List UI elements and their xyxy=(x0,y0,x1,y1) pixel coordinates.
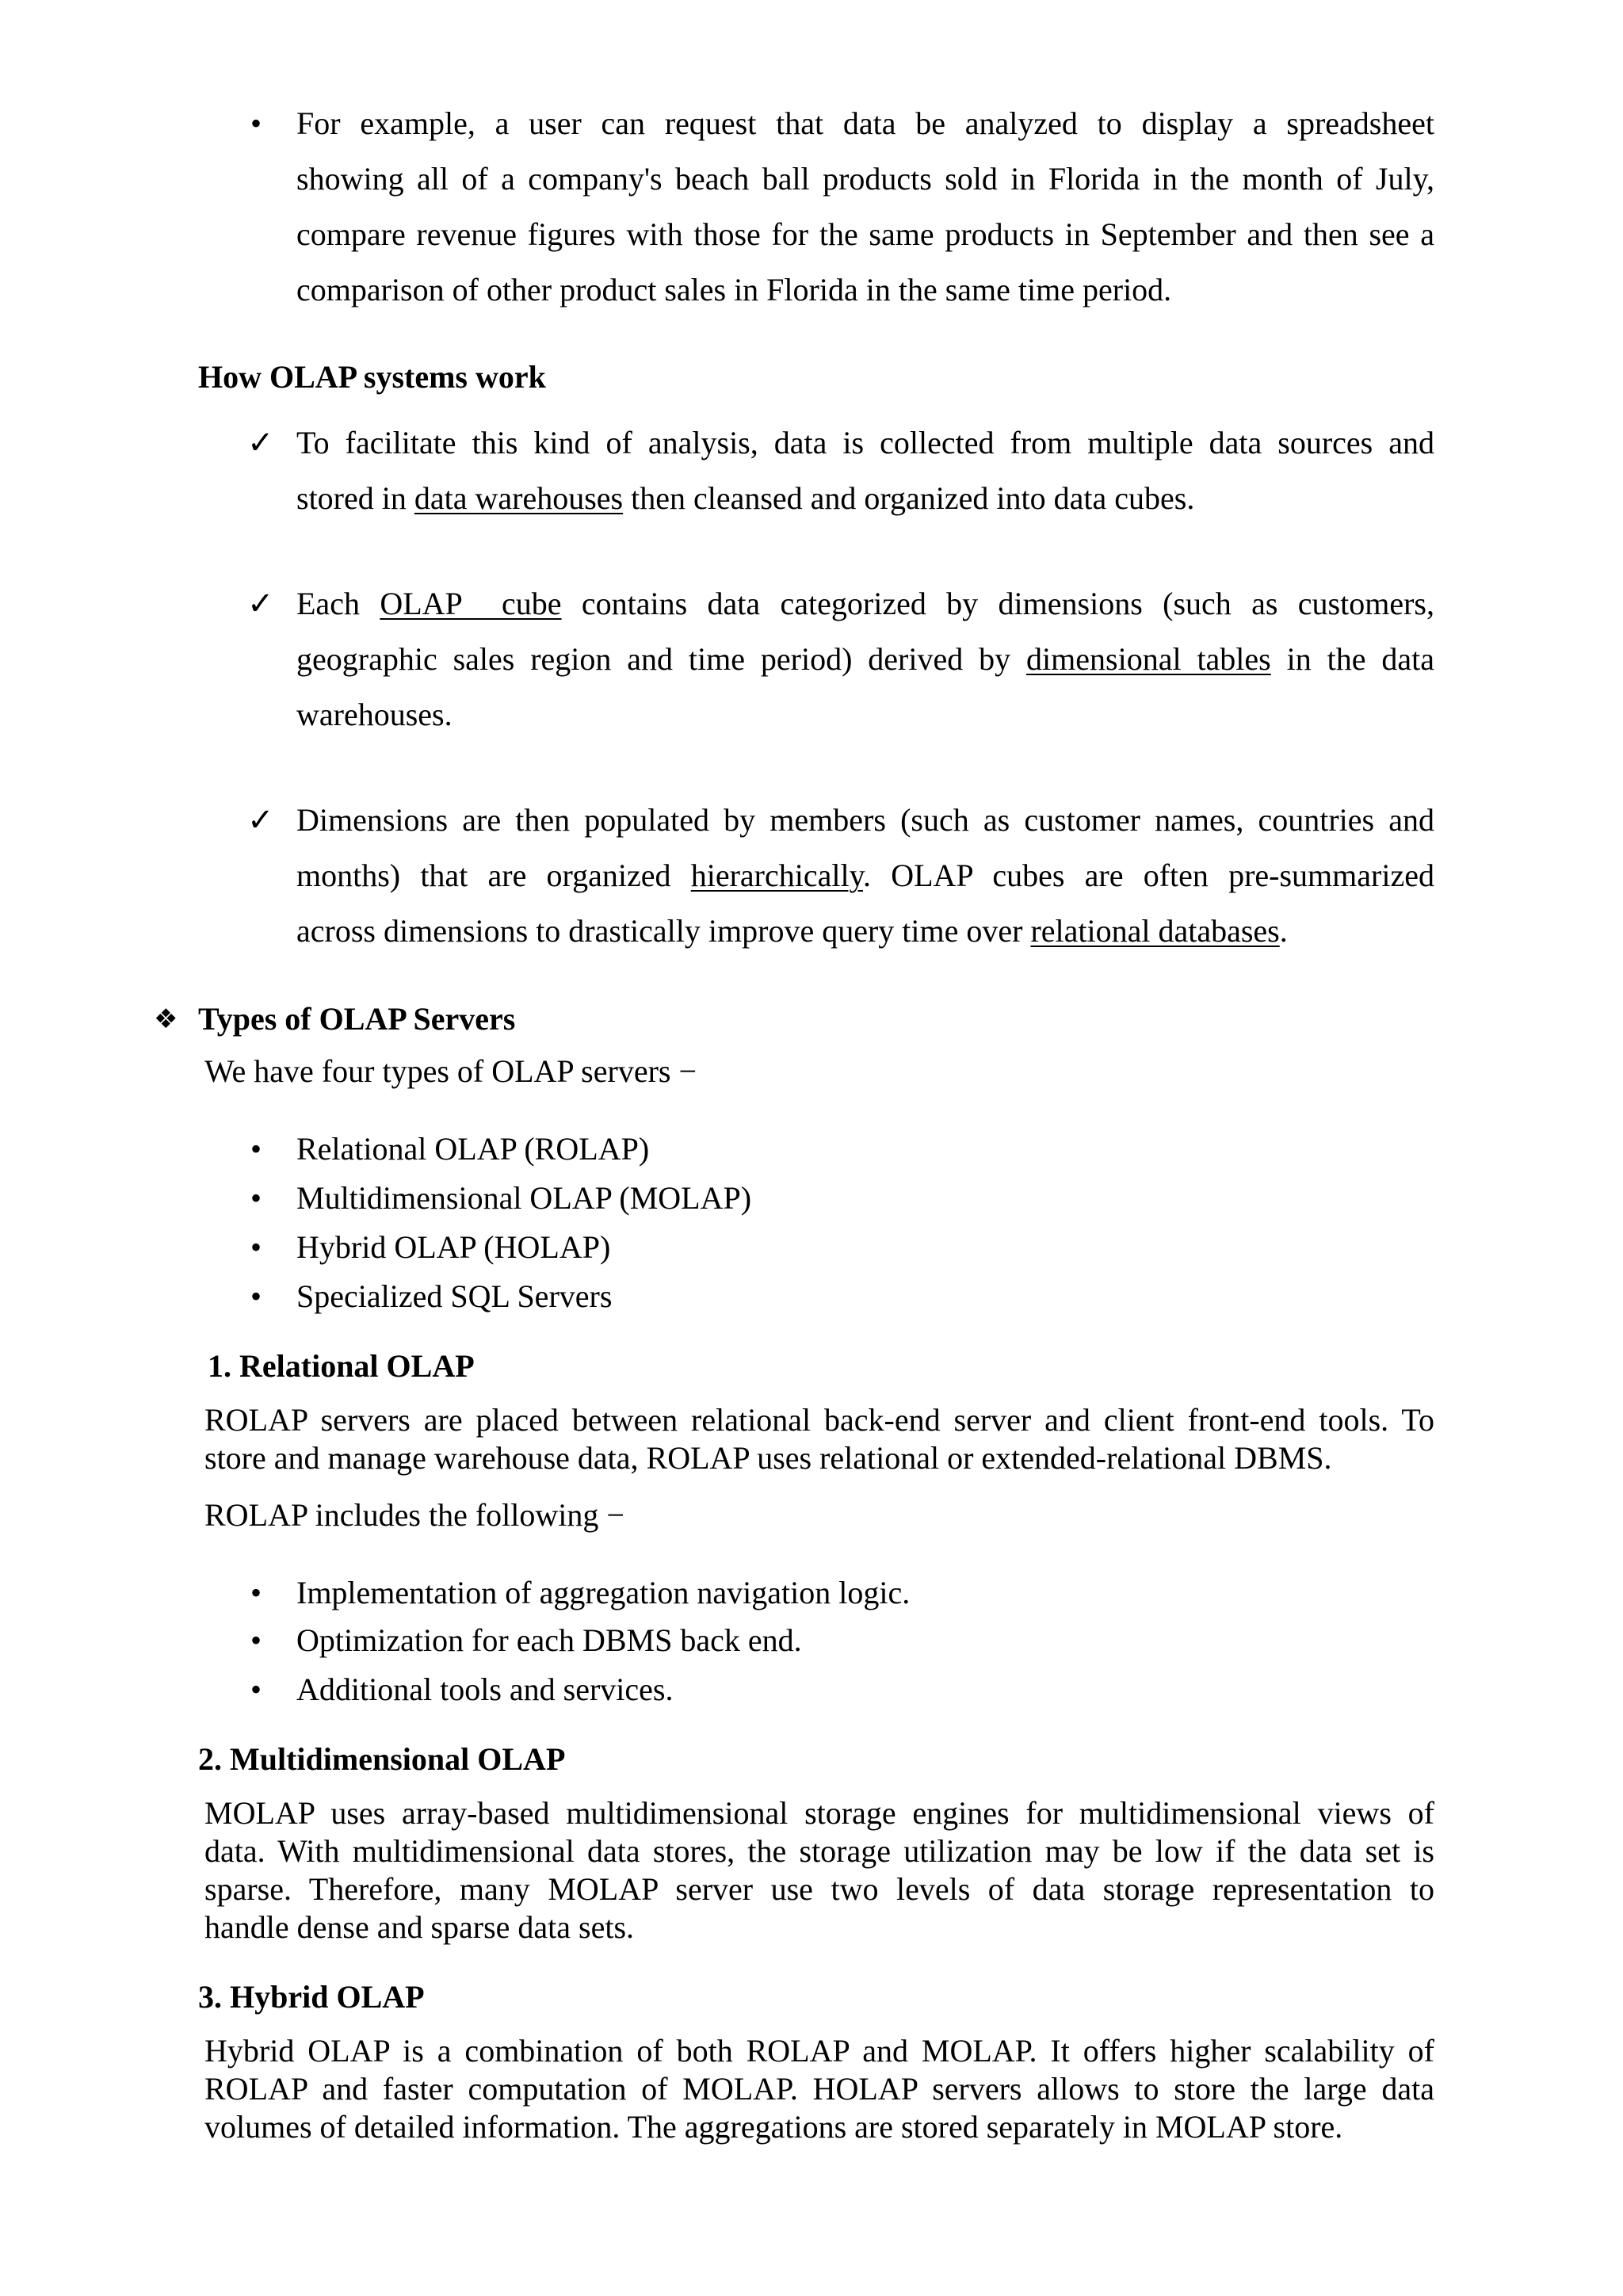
holap-para-line-2: ROLAP and faster computation of MOLAP. HOLAP servers allows to store the large data xyxy=(204,2071,1434,2107)
check1-line-1: To facilitate this kind of analysis, data is collected from multiple data sources and xyxy=(296,425,1434,460)
types-item: Relational OLAP (ROLAP) xyxy=(296,1131,650,1167)
check1-line-2: stored in data warehouses then cleansed and organized into data cubes. xyxy=(296,480,1195,516)
types-item: Specialized SQL Servers xyxy=(296,1278,613,1314)
rolap-heading: 1. Relational OLAP xyxy=(208,1348,475,1384)
bullet-dot: • xyxy=(250,1180,262,1216)
molap-para-line-1: MOLAP uses array-based multidimensional storage engines for multidimensional views of xyxy=(204,1795,1434,1831)
how-olap-heading: How OLAP systems work xyxy=(198,359,546,395)
check3-line-3: across dimensions to drastically improve query time over relational databases. xyxy=(296,913,1288,949)
checkmark-icon: ✓ xyxy=(247,425,274,461)
rolap-para-line-2: store and manage warehouse data, ROLAP uses relational or extended-relational DBMS. xyxy=(204,1440,1332,1476)
bullet-dot: • xyxy=(250,105,262,141)
diamond-bullet-icon: ❖ xyxy=(154,1003,178,1035)
link-data-warehouses[interactable]: data warehouses xyxy=(414,480,624,516)
holap-heading: 3. Hybrid OLAP xyxy=(198,1979,425,2015)
bullet-dot: • xyxy=(250,1622,262,1658)
types-item: Hybrid OLAP (HOLAP) xyxy=(296,1229,611,1265)
check2-line-3: warehouses. xyxy=(296,697,453,732)
bullet-dot: • xyxy=(250,1671,262,1707)
types-heading: Types of OLAP Servers xyxy=(198,1001,516,1037)
check3-line-2: months) that are organized hierarchically. OLAP cubes are often pre-summarized xyxy=(296,858,1434,893)
molap-heading: 2. Multidimensional OLAP xyxy=(198,1741,566,1777)
bullet-dot: • xyxy=(250,1575,262,1610)
types-intro: We have four types of OLAP servers − xyxy=(204,1053,697,1089)
bullet-dot: • xyxy=(250,1229,262,1265)
intro-line-2: showing all of a company's beach ball products sold in Florida in the month of July, xyxy=(296,161,1434,197)
check3-line-1: Dimensions are then populated by members (such as customer names, countries and xyxy=(296,802,1434,838)
molap-para-line-4: handle dense and sparse data sets. xyxy=(204,1909,635,1945)
holap-para-line-3: volumes of detailed information. The aggregations are stored separately in MOLAP store. xyxy=(204,2109,1343,2145)
check2-line-2: geographic sales region and time period) derived by dimensional tables in the data xyxy=(296,641,1435,677)
rolap-para-line-1: ROLAP servers are placed between relational back-end server and client front-end tools. To xyxy=(204,1402,1434,1438)
link-relational-databases[interactable]: relational databases xyxy=(1030,913,1280,949)
bullet-dot: • xyxy=(250,1131,262,1167)
intro-line-4: comparison of other product sales in Florida in the same time period. xyxy=(296,272,1172,308)
holap-para-line-1: Hybrid OLAP is a combination of both ROLAP and MOLAP. It offers higher scalability of xyxy=(204,2033,1434,2069)
molap-para-line-2: data. With multidimensional data stores, the storage utilization may be low if the data set is xyxy=(204,1833,1434,1869)
link-hierarchically[interactable]: hierarchically xyxy=(690,858,863,893)
link-olap-cube[interactable]: OLAP cube xyxy=(380,586,562,621)
rolap-item: Optimization for each DBMS back end. xyxy=(296,1622,802,1658)
checkmark-icon: ✓ xyxy=(247,802,274,839)
types-item: Multidimensional OLAP (MOLAP) xyxy=(296,1180,752,1216)
check2-line-1: Each OLAP cube contains data categorized by dimensions (such as customers, xyxy=(296,586,1434,621)
rolap-item: Additional tools and services. xyxy=(296,1671,674,1707)
intro-line-3: compare revenue figures with those for the same products in September and then see a xyxy=(296,216,1434,252)
bullet-dot: • xyxy=(250,1278,262,1314)
intro-line-1: For example, a user can request that data be analyzed to display a spreadsheet xyxy=(296,105,1434,141)
rolap-includes: ROLAP includes the following − xyxy=(204,1497,624,1533)
molap-para-line-3: sparse. Therefore, many MOLAP server use two levels of data storage representation to xyxy=(204,1871,1434,1907)
link-dimensional-tables[interactable]: dimensional tables xyxy=(1026,641,1271,677)
rolap-item: Implementation of aggregation navigation logic. xyxy=(296,1575,911,1610)
checkmark-icon: ✓ xyxy=(247,586,274,622)
